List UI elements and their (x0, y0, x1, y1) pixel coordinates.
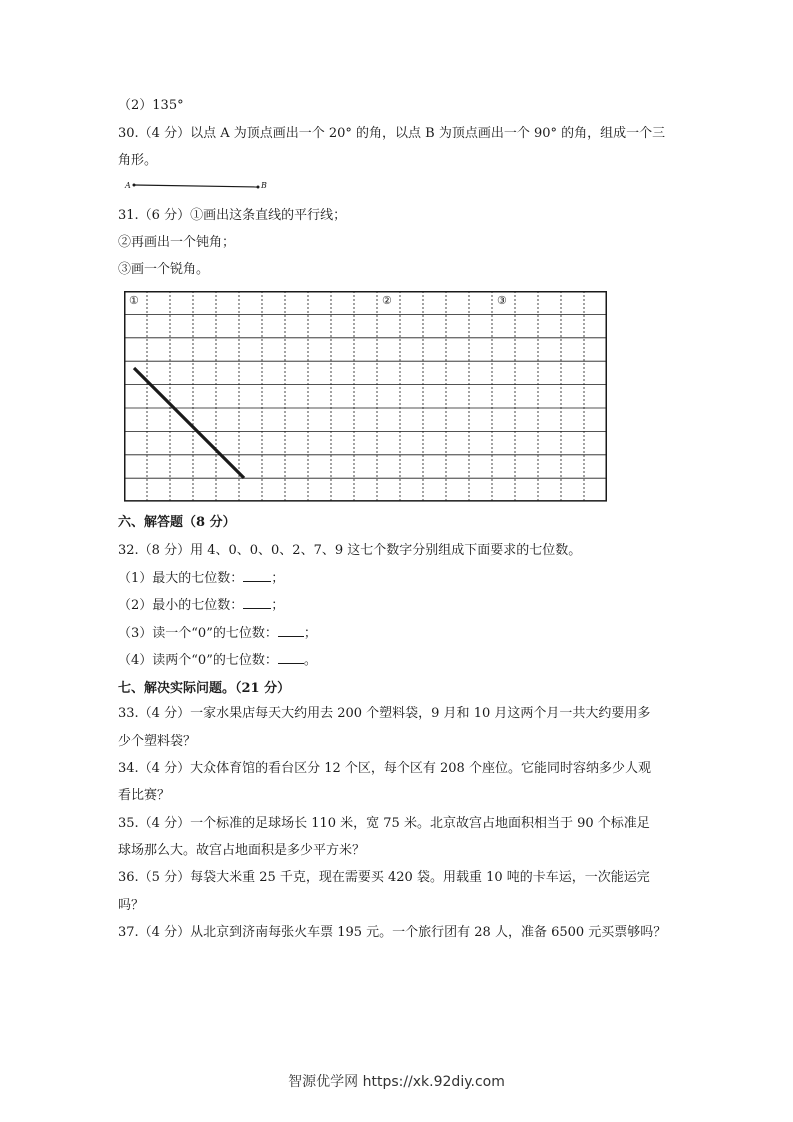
sub2-end: ； (271, 598, 285, 613)
segment-ab-line (122, 178, 272, 194)
grid-label-3: ③ (497, 294, 507, 307)
footer-watermark: 智源优学网 https://xk.92diy.com (288, 1074, 505, 1090)
section-7-title: 七、解决实际问题。（21 分） (118, 681, 291, 696)
question-32: 32.（8 分）用 4、0、0、0、2、7、9 这七个数字分别组成下面要求的七位数。 (118, 543, 582, 558)
grid-lines (124, 291, 607, 503)
question-31-line3: ③画一个锐角。 (118, 262, 210, 277)
sub4-end: 。 (303, 653, 317, 668)
answer-blank[interactable] (243, 608, 271, 609)
question-30-line2: 角形。 (118, 153, 158, 168)
grid-label-1: ① (129, 294, 139, 307)
question-29-sub2: （2）135° (118, 98, 184, 113)
sub4-text: （4）读两个“0”的七位数： (118, 653, 278, 668)
question-35-line2: 球场那么大。故宫占地面积是多少平方米？ (118, 843, 366, 858)
question-37: 37.（4 分）从北京到济南每张火车票 195 元。一个旅行团有 28 人，准备 6500 元买票够吗？ (118, 925, 667, 940)
question-32-sub3 (118, 626, 317, 642)
sub2-text: （2）最小的七位数： (118, 598, 244, 613)
question-36-line1: 36.（5 分）每袋大米重 25 千克，现在需要买 420 袋。用载重 10 吨的卡车运，一次能运完 (118, 870, 650, 885)
question-31-line1: 31.（6 分）①画出这条直线的平行线； (118, 208, 347, 223)
question-33-line1: 33.（4 分）一家水果店每天大约用去 200 个塑料袋，9 月和 10 月这两个月一共大约要用多 (118, 706, 651, 721)
sub3-text: （3）读一个“0”的七位数： (118, 626, 278, 641)
sub1-text: （1）最大的七位数： (118, 571, 244, 586)
point-a-label: A (125, 181, 131, 190)
question-31-line2: ②再画出一个钝角； (118, 235, 236, 250)
sub3-end: ； (303, 626, 317, 641)
question-36-line2: 吗？ (118, 898, 145, 913)
question-32-sub1 (118, 571, 284, 587)
question-33-line2: 少个塑料袋？ (118, 734, 197, 749)
question-32-sub4 (118, 653, 317, 669)
drawing-grid (124, 291, 607, 503)
answer-blank[interactable] (278, 663, 304, 664)
question-34-line2: 看比赛？ (118, 788, 171, 803)
section-6-title: 六、解答题（8 分） (118, 515, 236, 530)
question-30-line1: 30.（4 分）以点 A 为顶点画出一个 20° 的角，以点 B 为顶点画出一个 90° 的角，组成一个三 (118, 126, 666, 141)
question-35-line1: 35.（4 分）一个标准的足球场长 110 米，宽 75 米。北京故宫占地面积相当于 90 个标准足 (118, 816, 650, 831)
question-32-sub2 (118, 598, 284, 614)
grid-label-2: ② (382, 294, 392, 307)
segment-ab (122, 178, 272, 194)
grid-border (125, 292, 607, 501)
answer-blank[interactable] (243, 581, 271, 582)
question-34-line1: 34.（4 分）大众体育馆的看台区分 12 个区，每个区有 208 个座位。它能同时容纳多少人观 (118, 761, 651, 776)
answer-blank[interactable] (278, 636, 304, 637)
point-b-label: B (261, 181, 267, 190)
sub1-end: ； (271, 571, 285, 586)
